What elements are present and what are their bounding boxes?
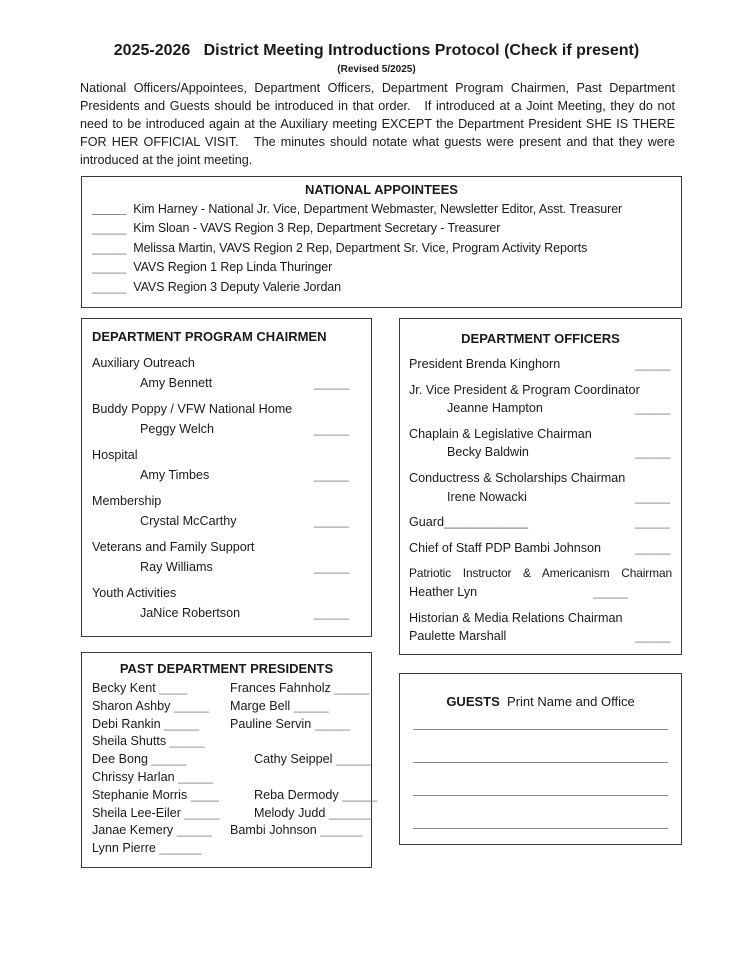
officer-text: Chaplain & Legislative Chairman <box>409 426 592 441</box>
chairman-row <box>92 603 361 623</box>
present-blank: ____ <box>187 787 219 802</box>
program-name: Veterans and Family Support <box>92 540 255 554</box>
officer-text: Guard <box>409 515 445 530</box>
officer-line <box>409 488 672 507</box>
officer-line <box>409 627 672 646</box>
past-president-right <box>230 787 377 805</box>
program-chairman-entry <box>92 491 361 531</box>
present-blank: _____ <box>634 357 670 371</box>
past-president-row <box>92 751 371 769</box>
past-president-left <box>92 822 230 840</box>
president-name: Debi Rankin <box>92 716 161 731</box>
present-blank: _____ <box>180 805 220 820</box>
chairman-row <box>92 511 361 531</box>
present-blank: _____ <box>313 468 349 482</box>
present-blank: _____ <box>92 221 127 236</box>
present-blank: _____ <box>92 260 127 275</box>
past-president-row <box>92 822 361 840</box>
present-blank: _____ <box>170 698 209 713</box>
past-president-left <box>92 805 230 823</box>
past-presidents-list <box>92 680 378 858</box>
president-name: Sheila Lee-Eiler <box>92 805 181 820</box>
past-presidents-section <box>81 652 378 868</box>
present-blank: _____ <box>592 584 628 599</box>
past-president-right <box>230 822 362 840</box>
past-president-left <box>92 680 230 698</box>
president-name: Sharon Ashby <box>92 698 171 713</box>
appointee-row <box>92 239 671 258</box>
officer-line <box>409 469 672 488</box>
guests-lines <box>413 710 668 829</box>
program-chairmen-heading: DEPARTMENT PROGRAM CHAIRMEN <box>92 329 327 344</box>
chairman-name: Crystal McCarthy <box>140 514 237 528</box>
program-chairman-entry <box>92 445 361 485</box>
past-president-left <box>92 733 230 751</box>
past-president-left <box>92 716 230 734</box>
officer-text: Historian & Media Relations Chairman <box>409 610 623 625</box>
name-blank: ____________ <box>444 515 529 530</box>
present-blank: _____ <box>311 716 350 731</box>
past-president-row <box>92 733 361 751</box>
appointee-text: Melissa Martin, VAVS Region 2 Rep, Department Sr. Vice, Program Activity Reports <box>133 240 588 255</box>
present-blank: _____ <box>634 489 670 504</box>
past-president-right <box>230 751 371 769</box>
past-president-left <box>92 840 230 858</box>
national-appointees-list <box>92 200 671 297</box>
present-blank: _____ <box>634 401 670 416</box>
officer-text: Jr. Vice President & Program Coordinator <box>409 382 640 397</box>
president-name: Pauline Servin <box>230 716 312 731</box>
past-president-row <box>92 840 361 858</box>
officer-line <box>409 425 672 444</box>
past-president-row <box>92 805 371 823</box>
officer-line: Patriotic Instructor & Americanism Chairman <box>409 566 672 581</box>
intro-paragraph: National Officers/Appointees, Department Officers, Department Program Chairmen, Past Department Presidents and Guests should be introduced in that order. If introduced at a Joint Meeting, they do not need to be introduced again at the Auxiliary meeting EXCEPT the Department President SHE IS THERE FOR HER OFFICIAL VISIT. The minutes should notate what guests were present and that they were introduced at the joint meeting. <box>80 81 679 167</box>
officer-text: Chief of Staff PDP Bambi Johnson <box>409 540 602 555</box>
document-title: 2025-2026 District Meeting Introductions Protocol (Check if present) <box>113 42 640 59</box>
officer-line <box>409 355 672 374</box>
past-president-left <box>92 751 230 769</box>
officer-line <box>409 381 672 400</box>
past-president-right <box>230 840 361 858</box>
president-name: Chrissy Harlan <box>92 769 175 784</box>
past-president-left <box>92 787 230 805</box>
president-name: Cathy Seippel <box>254 752 333 767</box>
present-blank: _____ <box>338 787 378 802</box>
present-blank: _____ <box>313 422 349 436</box>
past-president-right <box>230 769 361 787</box>
president-name: Janae Kemery <box>92 823 174 838</box>
present-blank: ______ <box>155 841 202 856</box>
appointee-text: Kim Harney - National Jr. Vice, Department Webmaster, Newsletter Editor, Asst. Treasurer <box>133 202 623 216</box>
present-blank: _____ <box>92 240 127 255</box>
officer-text: Conductress & Scholarships Chairman <box>409 470 626 485</box>
appointee-row <box>92 200 671 219</box>
chairman-name: JaNice Robertson <box>140 606 241 620</box>
past-president-row <box>92 716 361 734</box>
program-chairman-entry <box>92 399 361 439</box>
guest-writein-line <box>413 730 668 763</box>
president-name: Bambi Johnson <box>230 823 317 838</box>
program-name: Auxiliary Outreach <box>92 356 195 370</box>
past-president-row <box>92 698 361 716</box>
past-president-left <box>92 769 230 787</box>
officer-line <box>409 513 672 532</box>
past-president-left <box>92 698 230 716</box>
present-blank: ____ <box>155 681 188 695</box>
president-name: Reba Dermody <box>254 787 339 802</box>
past-president-row <box>92 769 361 787</box>
past-president-right <box>230 698 361 716</box>
present-blank: _____ <box>313 376 349 390</box>
president-name: Stephanie Morris <box>92 787 188 802</box>
present-blank: _____ <box>313 514 349 528</box>
appointee-text: VAVS Region 3 Deputy Valerie Jordan <box>133 279 341 294</box>
chairman-row <box>92 557 361 577</box>
guests-heading-label: GUESTS <box>446 694 500 709</box>
president-name: Lynn Pierre <box>92 841 156 856</box>
present-blank: _____ <box>174 769 214 784</box>
program-name: Hospital <box>92 448 138 462</box>
present-blank: _____ <box>634 445 670 460</box>
chairman-name: Amy Bennett <box>140 376 213 390</box>
guests-section <box>399 673 682 845</box>
officer-text: Heather Lyn <box>409 584 478 599</box>
chairman-name: Peggy Welch <box>140 422 214 436</box>
chairman-row <box>92 373 361 393</box>
program-chairmen-section <box>81 318 372 637</box>
program-name: Membership <box>92 494 162 508</box>
president-name: Marge Bell <box>230 698 291 713</box>
past-presidents-heading: PAST DEPARTMENT PRESIDENTS <box>119 661 334 676</box>
appointee-row <box>92 278 671 297</box>
department-officers-heading: DEPARTMENT OFFICERS <box>461 331 620 346</box>
present-blank: _____ <box>160 716 200 731</box>
present-blank: _____ <box>166 734 205 749</box>
department-officers-list <box>409 355 672 646</box>
president-name: Melody Judd <box>254 805 326 820</box>
present-blank: ______ <box>316 823 363 838</box>
appointee-text: Kim Sloan - VAVS Region 3 Rep, Department Secretary - Treasurer <box>133 221 501 236</box>
program-name: Buddy Poppy / VFW National Home <box>92 402 293 416</box>
present-blank: _____ <box>634 540 670 555</box>
present-blank: _____ <box>92 279 127 294</box>
officer-line <box>409 443 672 462</box>
president-name: Sheila Shutts <box>92 734 167 749</box>
appointee-row <box>92 219 671 238</box>
department-officers-section <box>399 318 682 655</box>
revision-note: (Revised 5/2025) <box>337 64 416 75</box>
president-name: Becky Kent <box>92 681 156 695</box>
present-blank: _____ <box>148 752 187 767</box>
appointee-text: VAVS Region 1 Rep Linda Thuringer <box>133 260 333 275</box>
present-blank: _____ <box>332 752 371 767</box>
president-name: Frances Fahnholz <box>230 681 331 695</box>
past-president-right <box>230 680 369 698</box>
program-chairman-entry <box>92 537 361 577</box>
present-blank: _____ <box>290 698 329 713</box>
present-blank: ______ <box>325 805 371 820</box>
chairman-row <box>92 465 361 485</box>
officer-line <box>409 609 672 628</box>
officer-line <box>409 583 672 602</box>
present-blank: _____ <box>634 629 670 644</box>
officer-text: Becky Baldwin <box>447 445 529 460</box>
chairman-name: Ray Williams <box>140 560 213 574</box>
officer-text: Paulette Marshall <box>409 629 507 644</box>
past-president-right <box>230 805 371 823</box>
past-president-right <box>230 733 361 751</box>
guest-writein-line <box>413 796 668 829</box>
guest-writein-line <box>413 710 668 730</box>
present-blank: _____ <box>634 515 670 530</box>
president-name: Dee Bong <box>92 752 149 767</box>
present-blank: _____ <box>313 560 349 574</box>
present-blank: _____ <box>173 823 212 838</box>
officer-text: President Brenda Kinghorn <box>409 357 561 371</box>
program-chairmen-list <box>92 353 361 623</box>
past-president-row <box>92 680 370 698</box>
officer-line <box>409 399 672 418</box>
past-president-row <box>92 787 378 805</box>
program-chairman-entry <box>92 353 361 393</box>
present-blank: _____ <box>313 606 349 620</box>
past-president-right <box>230 716 361 734</box>
guest-writein-line <box>413 763 668 796</box>
national-appointees-heading: NATIONAL APPOINTEES <box>305 182 458 197</box>
guests-heading-instruction: Print Name and Office <box>507 694 635 709</box>
appointee-row <box>92 258 671 277</box>
chairman-row <box>92 419 361 439</box>
officer-line <box>409 539 672 558</box>
present-blank: _____ <box>92 202 127 216</box>
officer-text: Jeanne Hampton <box>447 401 543 416</box>
national-appointees-section <box>81 176 682 308</box>
chairman-name: Amy Timbes <box>140 468 210 482</box>
guests-heading <box>413 674 668 710</box>
program-chairman-entry <box>92 583 361 623</box>
officer-text: Irene Nowacki <box>447 489 527 504</box>
present-blank: _____ <box>330 681 370 695</box>
program-name: Youth Activities <box>92 586 177 600</box>
